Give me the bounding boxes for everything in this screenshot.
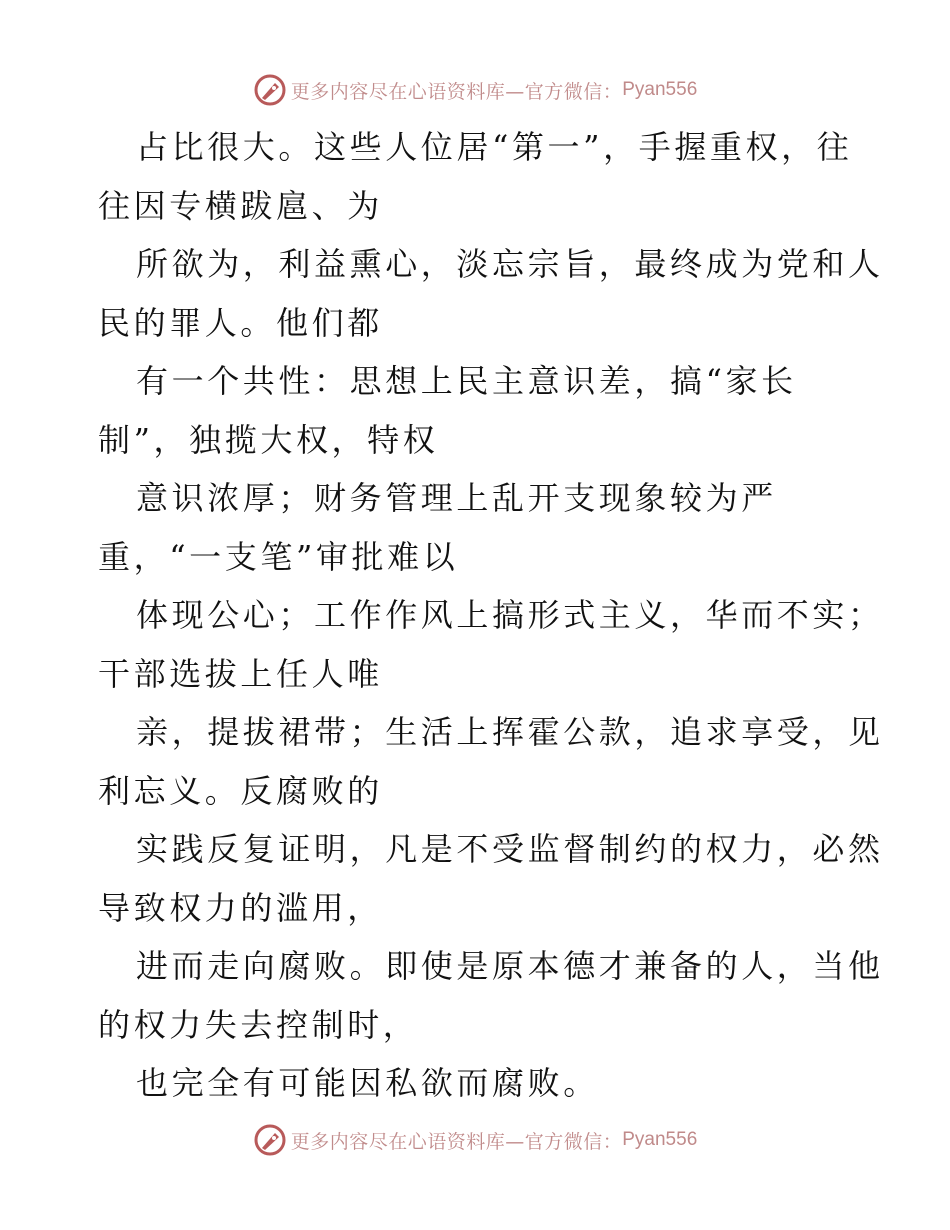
text-line: 往因专横跋扈、为 xyxy=(98,186,383,225)
text-line: 体现公心；工作作风上搞形式主义，华而不实； xyxy=(136,596,884,634)
text-line: 的权力失去控制时， xyxy=(98,1005,419,1044)
document-body xyxy=(98,118,884,1113)
text-line: 亲，提拔裙带；生活上挥霍公款，追求享受，见 xyxy=(136,713,884,751)
header-banner-text: 更多内容尽在心语资料库—官方微信： xyxy=(290,80,623,103)
text-line: 占比很大。这些人位居“第一”，手握重权，往 xyxy=(136,128,853,166)
text-line: 制”，独揽大权，特权 xyxy=(98,420,439,459)
footer-banner xyxy=(0,1120,950,1160)
pen-nib-circle-icon xyxy=(253,73,287,107)
text-line: 利忘义。反腐败的 xyxy=(98,771,383,810)
text-line: 有一个共性：思想上民主意识差，搞“家长 xyxy=(136,362,797,400)
text-line: 民的罪人。他们都 xyxy=(98,303,383,342)
text-line: 意识浓厚；财务管理上乱开支现象较为严 xyxy=(136,479,777,517)
text-line: 实践反复证明，凡是不受监督制约的权力，必然 xyxy=(136,830,884,868)
header-banner-wechat-id: Pyan556 xyxy=(622,79,698,100)
text-line: 所欲为，利益熏心，淡忘宗旨，最终成为党和人 xyxy=(136,245,884,283)
pen-nib-circle-icon xyxy=(253,1123,287,1157)
text-line: 导致权力的滥用， xyxy=(98,888,383,927)
text-line: 干部选拔上任人唯 xyxy=(98,654,383,693)
header-banner xyxy=(0,70,950,110)
text-line: 进而走向腐败。即使是原本德才兼备的人，当他 xyxy=(136,947,884,985)
text-line: 重，“一支笔”审批难以 xyxy=(98,537,459,576)
text-line: 也完全有可能因私欲而腐败。 xyxy=(136,1064,599,1102)
footer-banner-text: 更多内容尽在心语资料库—官方微信： xyxy=(290,1130,623,1153)
footer-banner-wechat-id: Pyan556 xyxy=(622,1129,698,1150)
